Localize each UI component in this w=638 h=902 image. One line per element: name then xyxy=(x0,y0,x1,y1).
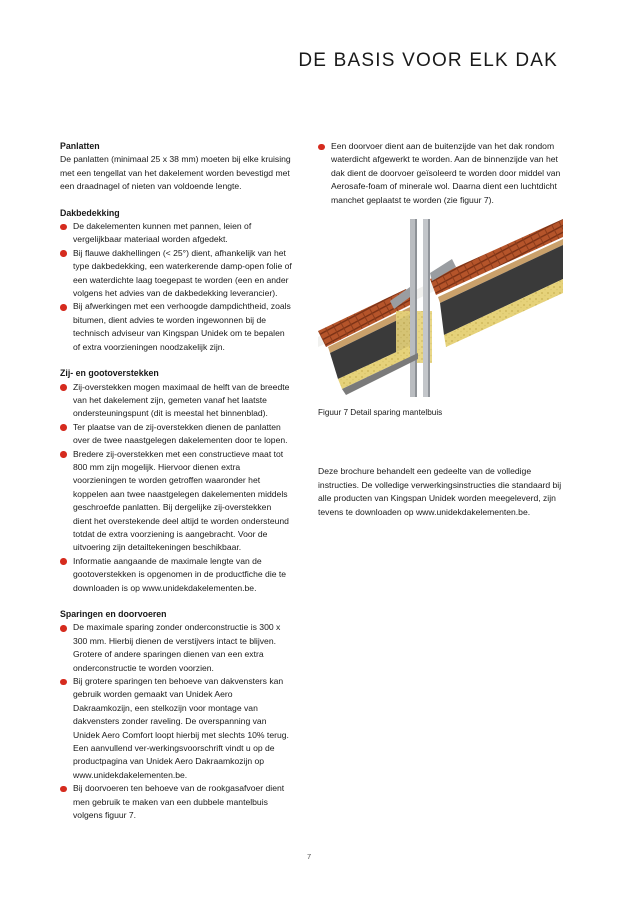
section-dakbedekking xyxy=(60,207,292,354)
list-item: Een doorvoer dient aan de buitenzijde van het dak rondom waterdicht afgewerkt te worden. Aan de binnenzijde van het dak dient de doorvoer geïsoleerd te worden door middel van Aerosafe-foam of minerale wol. Daarna dient een luchtdicht manchet geplaatst te worden (zie figuur 7). xyxy=(318,140,563,207)
section-title-overstekken: Zij- en gootoverstekken xyxy=(60,368,159,379)
list-item: De maximale sparing zonder onderconstructie is 300 x 300 mm. Hierbij dienen de verstijvers intact te blijven. Grotere of andere sparingen dienen van een extra onderconstructie te worden voorzien. xyxy=(60,621,292,675)
roof-section-drawing xyxy=(318,219,563,397)
page-title: DE BASIS VOOR ELK DAK xyxy=(298,50,558,71)
doorvoer-list xyxy=(318,140,563,207)
list-item: Bij flauwe dakhellingen (< 25°) dient, afhankelijk van het type dakbedekking, een waterkerende damp-open folie of een waterdichte laag toegepast te worden (een en ander volgens het advies van de dakbedekking leverancier). xyxy=(60,247,292,301)
list-item: De dakelementen kunnen met pannen, leien of vergelijkbaar materiaal worden afgedekt. xyxy=(60,220,292,247)
list-item: Zij-overstekken mogen maximaal de helft van de breedte van het dakelement zijn, gemeten vanaf het laatste ondersteuningspunt (dit is meestal het binnenblad). xyxy=(60,381,292,421)
list-item: Informatie aangaande de maximale lengte van de gootoverstekken is opgenomen in de productfiche die te downloaden is op www.unidekdakelementen.be. xyxy=(60,555,292,595)
list-item: Bij afwerkingen met een verhoogde dampdichtheid, zoals bitumen, dient advies te worden ingewonnen bij de technisch adviseur van Kingspan Unidek om te bepalen of extra voorzieningen noodzakelijk zijn. xyxy=(60,300,292,354)
section-sparingen xyxy=(60,608,292,823)
list-item: Ter plaatse van de zij-overstekken dienen de panlatten over de twee naastgelegen dakelementen door te lopen. xyxy=(60,421,292,448)
panlatten-text: De panlatten (minimaal 25 x 38 mm) moeten bij elke kruising met een tengellat van het dakelement worden bevestigd met een draadnagel of nieten van voldoende lengte. xyxy=(60,154,291,192)
overstekken-list xyxy=(60,381,292,596)
figure-7-roof-detail-illustration xyxy=(318,219,563,397)
section-title-dakbedekking: Dakbedekking xyxy=(60,207,120,218)
section-overstekken xyxy=(60,367,292,595)
list-item: Bij doorvoeren ten behoeve van de rookgasafvoer dient men gebruik te maken van een dubbele mantelbuis volgens figuur 7. xyxy=(60,782,292,822)
intro-text: Deze brochure behandelt een gedeelte van de volledige instructies. De volledige verwerkingsinstructies die standaard bij alle producten van Kingspan Unidek worden meegeleverd, zijn tevens te downloaden op www.unidekdakelementen.be. xyxy=(318,466,562,517)
right-column xyxy=(318,140,563,519)
section-title-panlatten: Panlatten xyxy=(60,141,100,151)
left-column xyxy=(60,140,292,836)
sparingen-list xyxy=(60,621,292,822)
list-item: Bredere zij-overstekken met een constructieve maat tot 800 mm zijn mogelijk. Hiervoor dienen extra voorzieningen te worden getroffen waaronder het koppelen aan twee naastgelegen dakelementen middels geschroefde panlatten. Bij dergelijke zij-overstekken dient het overstekende deel altijd te worden ondersteund totdat de extra voorziening is aangebracht. Voor de uitvoering zijn detailtekeningen beschikbaar. xyxy=(60,448,292,555)
dakbedekking-list xyxy=(60,220,292,354)
figure-caption: Figuur 7 Detail sparing mantelbuis xyxy=(318,408,443,418)
list-item: Bij grotere sparingen ten behoeve van dakvensters kan gebruik worden gemaakt van Unidek Aero Dakraamkozijn, een stelkozijn voor montage van dakvensters zonder raveling. De overspanning van Unidek Aero Comfort loopt hierbij met slechts 10% terug. Een aanvullend ver-werkingsvoorschrift vindt u op de productpagina van Unidek Aero Dakraamkozijn op www.unidekdakelementen.be. xyxy=(60,675,292,782)
section-panlatten xyxy=(60,140,292,194)
page-number: 7 xyxy=(307,852,312,861)
section-title-sparingen: Sparingen en doorvoeren xyxy=(60,609,167,619)
